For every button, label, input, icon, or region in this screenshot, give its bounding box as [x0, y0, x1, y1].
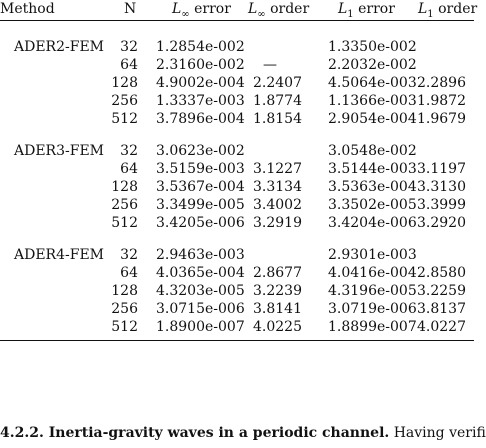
cell-l1-error: 1.3350e-002 [328, 39, 417, 55]
cell-l1-error: 1.1366e-003 [328, 93, 417, 109]
cell-l1-order: 3.3999 [417, 197, 466, 213]
header-method: Method [0, 1, 55, 17]
cell-l1-error: 2.9301e-003 [328, 247, 417, 263]
cell-n: 32 [120, 39, 138, 55]
cell-linf-order: — [263, 57, 277, 73]
cell-linf-error: 1.3337e-003 [156, 93, 245, 109]
cell-linf-error: 3.3499e-005 [156, 197, 245, 213]
cell-l1-error: 3.5363e-004 [328, 179, 417, 195]
cell-n: 256 [111, 197, 138, 213]
cell-linf-order: 3.3134 [253, 179, 302, 195]
cell-linf-order: 3.2239 [253, 283, 302, 299]
cell-linf-error: 4.0365e-004 [156, 265, 245, 281]
method-label: ADER3-FEM [14, 143, 105, 159]
cell-linf-order: 1.8774 [253, 93, 302, 109]
cell-l1-order: 3.8137 [417, 301, 466, 317]
cell-linf-order: 3.8141 [253, 301, 302, 317]
header-l1-error: $L_1$ error [338, 1, 395, 20]
cell-l1-error: 3.5144e-003 [328, 161, 417, 177]
cell-linf-order: 4.0225 [253, 319, 302, 335]
cell-linf-error: 3.7896e-004 [156, 111, 245, 127]
cell-n: 64 [120, 57, 138, 73]
cell-n: 256 [111, 93, 138, 109]
section-heading-text: Having verifi [389, 425, 486, 441]
cell-l1-order: 1.9679 [417, 111, 466, 127]
cell-l1-error: 4.3196e-005 [328, 283, 417, 299]
cell-l1-order: 2.2896 [417, 75, 466, 91]
cell-n: 512 [111, 319, 138, 335]
cell-l1-order: 3.2259 [417, 283, 466, 299]
cell-linf-order: 1.8154 [253, 111, 302, 127]
cell-n: 64 [120, 161, 138, 177]
cell-linf-error: 3.0715e-006 [156, 301, 245, 317]
cell-linf-error: 3.5159e-003 [156, 161, 245, 177]
cell-linf-order: 3.2919 [253, 215, 302, 231]
cell-n: 512 [111, 215, 138, 231]
cell-n: 512 [111, 111, 138, 127]
cell-n: 128 [111, 75, 138, 91]
cell-n: 32 [120, 143, 138, 159]
cell-n: 32 [120, 247, 138, 263]
cell-l1-error: 1.8899e-007 [328, 319, 417, 335]
cell-l1-error: 3.0548e-002 [328, 143, 417, 159]
cell-n: 128 [111, 283, 138, 299]
table-header [0, 0, 478, 20]
section-heading [0, 425, 486, 441]
cell-l1-error: 3.3502e-005 [328, 197, 417, 213]
cell-l1-error: 4.5064e-003 [328, 75, 417, 91]
cell-linf-error: 1.2854e-002 [156, 39, 245, 55]
cell-linf-error: 1.8900e-007 [156, 319, 245, 335]
cell-l1-order: 3.3130 [417, 179, 466, 195]
cell-linf-order: 2.2407 [253, 75, 302, 91]
header-rule [0, 20, 474, 21]
header-linf-order: $L_\infty$ order [248, 1, 310, 20]
cell-linf-order: 3.1227 [253, 161, 302, 177]
cell-n: 128 [111, 179, 138, 195]
cell-linf-error: 4.9002e-004 [156, 75, 245, 91]
cell-linf-error: 2.3160e-002 [156, 57, 245, 73]
cell-linf-error: 3.5367e-004 [156, 179, 245, 195]
cell-l1-order: 3.2920 [417, 215, 466, 231]
header-l1-order: $L_1$ order [418, 1, 478, 20]
cell-l1-error: 3.0719e-006 [328, 301, 417, 317]
cell-l1-order: 1.9872 [417, 93, 466, 109]
header-n: N [124, 1, 137, 17]
cell-l1-error: 2.9054e-004 [328, 111, 417, 127]
cell-linf-error: 3.0623e-002 [156, 143, 245, 159]
bottom-rule [0, 340, 474, 341]
header-linf-error: $L_\infty$ error [172, 1, 231, 20]
cell-l1-error: 4.0416e-004 [328, 265, 417, 281]
cell-linf-error: 3.4205e-006 [156, 215, 245, 231]
cell-linf-order: 3.4002 [253, 197, 302, 213]
cell-linf-order: 2.8677 [253, 265, 302, 281]
cell-l1-error: 3.4204e-006 [328, 215, 417, 231]
cell-n: 256 [111, 301, 138, 317]
cell-n: 64 [120, 265, 138, 281]
cell-l1-order: 2.8580 [417, 265, 466, 281]
cell-linf-error: 2.9463e-003 [156, 247, 245, 263]
cell-l1-order: 3.1197 [417, 161, 466, 177]
cell-linf-error: 4.3203e-005 [156, 283, 245, 299]
method-label: ADER4-FEM [14, 247, 105, 263]
cell-l1-error: 2.2032e-002 [328, 57, 417, 73]
cell-l1-order: 4.0227 [417, 319, 466, 335]
section-heading-title: 4.2.2. Inertia-gravity waves in a periodic channel. [0, 425, 390, 441]
method-label: ADER2-FEM [14, 39, 105, 55]
